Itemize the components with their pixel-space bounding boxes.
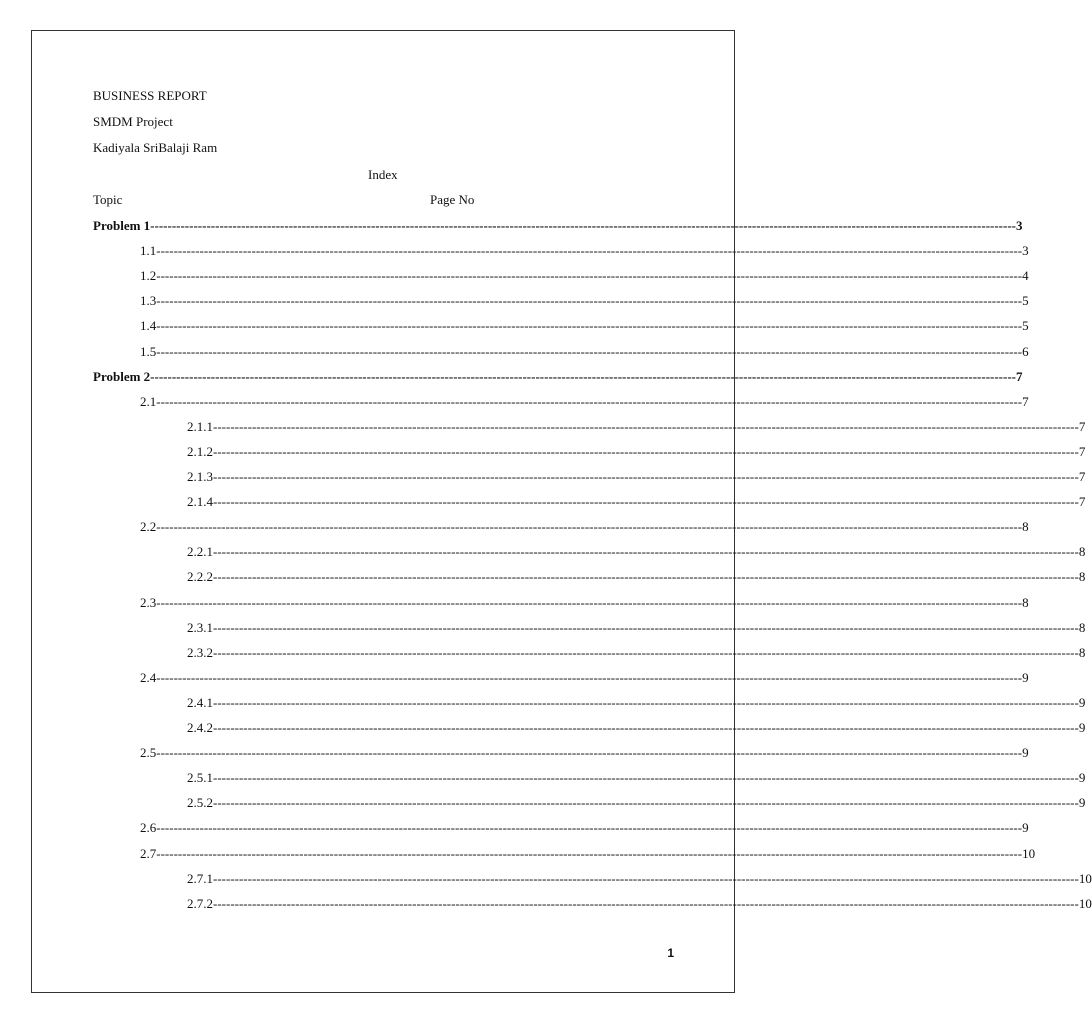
index-title: Index <box>368 167 398 182</box>
toc-leader-dashes: -------------------------------------------------------------------------------------------------------------------------------------------------------------------------------------------------------- <box>156 318 1023 333</box>
toc-entry-page: 9 <box>1078 720 1086 735</box>
toc-entry-label: 2.4 <box>140 670 157 685</box>
toc-entry-page: 3 <box>1022 243 1029 258</box>
toc-entry-label: 2.1 <box>140 394 157 409</box>
toc-entry-page: 7 <box>1078 469 1086 484</box>
toc-leader-dashes: -------------------------------------------------------------------------------------------------------------------------------------------------------------------------------------------------------- <box>213 695 1079 710</box>
toc-entry-page: 9 <box>1078 770 1086 785</box>
toc-entry-page: 8 <box>1022 595 1029 610</box>
toc-entry-page: 7 <box>1078 444 1086 459</box>
toc-leader-dashes: -------------------------------------------------------------------------------------------------------------------------------------------------------------------------------------------------------- <box>156 519 1023 534</box>
document-page <box>31 30 1092 993</box>
toc-row <box>187 720 1086 736</box>
toc-entry-page: 9 <box>1022 820 1029 835</box>
toc-entry-page: 7 <box>1016 369 1023 384</box>
toc-entry-label: 2.1.4 <box>187 494 213 509</box>
toc-entry-page: 10 <box>1022 846 1036 861</box>
toc-row <box>187 896 1092 912</box>
toc-leader-dashes: -------------------------------------------------------------------------------------------------------------------------------------------------------------------------------------------------------- <box>213 419 1079 434</box>
report-title: BUSINESS REPORT <box>93 88 207 103</box>
toc-leader-dashes: -------------------------------------------------------------------------------------------------------------------------------------------------------------------------------------------------------- <box>213 795 1079 810</box>
toc-leader-dashes: -------------------------------------------------------------------------------------------------------------------------------------------------------------------------------------------------------- <box>213 569 1079 584</box>
toc-entry-label: 2.2.1 <box>187 544 213 559</box>
toc-leader-dashes: -------------------------------------------------------------------------------------------------------------------------------------------------------------------------------------------------------- <box>156 394 1023 409</box>
toc-entry-label: 2.2.2 <box>187 569 213 584</box>
toc-row <box>187 770 1086 786</box>
toc-leader-dashes: -------------------------------------------------------------------------------------------------------------------------------------------------------------------------------------------------------- <box>156 344 1023 359</box>
toc-leader-dashes: -------------------------------------------------------------------------------------------------------------------------------------------------------------------------------------------------------- <box>213 896 1079 911</box>
toc-leader-dashes: -------------------------------------------------------------------------------------------------------------------------------------------------------------------------------------------------------- <box>156 745 1023 760</box>
toc-leader-dashes: -------------------------------------------------------------------------------------------------------------------------------------------------------------------------------------------------------- <box>150 369 1016 384</box>
toc-entry-page: 3 <box>1016 218 1023 233</box>
toc-row <box>93 218 1023 234</box>
toc-entry-label: 2.3.1 <box>187 620 213 635</box>
toc-entry-label: 2.3 <box>140 595 157 610</box>
toc-row <box>140 519 1029 535</box>
toc-row <box>140 745 1029 761</box>
toc-leader-dashes: -------------------------------------------------------------------------------------------------------------------------------------------------------------------------------------------------------- <box>213 494 1079 509</box>
toc-entry-label: 2.5.2 <box>187 795 213 810</box>
toc-entry-label: 2.5 <box>140 745 157 760</box>
toc-leader-dashes: -------------------------------------------------------------------------------------------------------------------------------------------------------------------------------------------------------- <box>213 871 1079 886</box>
toc-row <box>187 795 1086 811</box>
toc-row <box>140 243 1029 259</box>
toc-entry-label: 2.3.2 <box>187 645 213 660</box>
toc-leader-dashes: -------------------------------------------------------------------------------------------------------------------------------------------------------------------------------------------------------- <box>156 243 1023 258</box>
toc-row <box>187 695 1086 711</box>
toc-entry-label: 2.1.1 <box>187 419 213 434</box>
toc-row <box>140 670 1029 686</box>
author-name: Kadiyala SriBalaji Ram <box>93 140 218 155</box>
toc-entry-page: 4 <box>1022 268 1029 283</box>
toc-row <box>187 871 1092 887</box>
toc-row <box>187 645 1086 661</box>
toc-entry-label: 2.6 <box>140 820 157 835</box>
toc-leader-dashes: -------------------------------------------------------------------------------------------------------------------------------------------------------------------------------------------------------- <box>150 218 1016 233</box>
toc-entry-label: 2.7.1 <box>187 871 213 886</box>
toc-entry-label: 2.4.1 <box>187 695 213 710</box>
toc-leader-dashes: -------------------------------------------------------------------------------------------------------------------------------------------------------------------------------------------------------- <box>213 544 1079 559</box>
toc-entry-label: 1.4 <box>140 318 157 333</box>
toc-entry-page: 8 <box>1078 569 1086 584</box>
toc-leader-dashes: -------------------------------------------------------------------------------------------------------------------------------------------------------------------------------------------------------- <box>213 770 1079 785</box>
toc-entry-page: 8 <box>1078 544 1086 559</box>
toc-entry-label: 2.1.2 <box>187 444 213 459</box>
toc-entry-page: 7 <box>1078 494 1086 509</box>
toc-entry-page: 10 <box>1078 871 1092 886</box>
toc-leader-dashes: -------------------------------------------------------------------------------------------------------------------------------------------------------------------------------------------------------- <box>156 595 1023 610</box>
toc-entry-label: 1.5 <box>140 344 157 359</box>
toc-leader-dashes: -------------------------------------------------------------------------------------------------------------------------------------------------------------------------------------------------------- <box>213 620 1079 635</box>
toc-entry-label: Problem 1 <box>93 218 151 233</box>
toc-entry-page: 10 <box>1078 896 1092 911</box>
toc-leader-dashes: -------------------------------------------------------------------------------------------------------------------------------------------------------------------------------------------------------- <box>156 268 1023 283</box>
toc-row <box>140 268 1029 284</box>
toc-row <box>187 544 1086 560</box>
page-number: 1 <box>667 946 674 960</box>
toc-entry-page: 8 <box>1078 645 1086 660</box>
toc-entry-page: 6 <box>1022 344 1029 359</box>
toc-row <box>140 846 1036 862</box>
toc-leader-dashes: -------------------------------------------------------------------------------------------------------------------------------------------------------------------------------------------------------- <box>156 846 1023 861</box>
toc-row <box>93 369 1023 385</box>
toc-entry-label: 2.2 <box>140 519 157 534</box>
toc-entry-page: 9 <box>1078 795 1086 810</box>
toc-entry-label: 2.1.3 <box>187 469 213 484</box>
toc-leader-dashes: -------------------------------------------------------------------------------------------------------------------------------------------------------------------------------------------------------- <box>156 670 1023 685</box>
toc-entry-label: 1.1 <box>140 243 157 258</box>
toc-row <box>140 344 1029 360</box>
toc-entry-label: 2.5.1 <box>187 770 213 785</box>
toc-row <box>187 494 1086 510</box>
toc-entry-label: 1.2 <box>140 268 157 283</box>
toc-leader-dashes: -------------------------------------------------------------------------------------------------------------------------------------------------------------------------------------------------------- <box>213 444 1079 459</box>
toc-entry-page: 7 <box>1022 394 1029 409</box>
toc-entry-page: 8 <box>1078 620 1086 635</box>
toc-row <box>187 419 1086 435</box>
toc-entry-page: 7 <box>1078 419 1086 434</box>
toc-entry-page: 9 <box>1022 745 1029 760</box>
toc-entry-label: 2.7 <box>140 846 157 861</box>
toc-entry-label: 2.4.2 <box>187 720 213 735</box>
toc-leader-dashes: -------------------------------------------------------------------------------------------------------------------------------------------------------------------------------------------------------- <box>213 645 1079 660</box>
toc-row <box>187 444 1086 460</box>
toc-entry-page: 9 <box>1022 670 1029 685</box>
toc-entry-label: 2.7.2 <box>187 896 213 911</box>
toc-entry-page: 5 <box>1022 318 1029 333</box>
toc-row <box>187 620 1086 636</box>
toc-row <box>140 595 1029 611</box>
toc-leader-dashes: -------------------------------------------------------------------------------------------------------------------------------------------------------------------------------------------------------- <box>156 293 1023 308</box>
project-name: SMDM Project <box>93 114 173 129</box>
toc-row <box>187 569 1086 585</box>
toc-entry-label: 1.3 <box>140 293 157 308</box>
toc-row <box>140 394 1029 410</box>
topic-column-header: Topic <box>93 192 123 207</box>
toc-entry-label: Problem 2 <box>93 369 151 384</box>
toc-row <box>140 293 1029 309</box>
toc-leader-dashes: -------------------------------------------------------------------------------------------------------------------------------------------------------------------------------------------------------- <box>213 469 1079 484</box>
toc-leader-dashes: -------------------------------------------------------------------------------------------------------------------------------------------------------------------------------------------------------- <box>156 820 1023 835</box>
toc-row <box>187 469 1086 485</box>
toc-leader-dashes: -------------------------------------------------------------------------------------------------------------------------------------------------------------------------------------------------------- <box>213 720 1079 735</box>
toc-entry-page: 5 <box>1022 293 1029 308</box>
toc-row <box>140 820 1029 836</box>
page-no-column-header: Page No <box>430 192 475 207</box>
toc-row <box>140 318 1029 334</box>
toc-entry-page: 8 <box>1022 519 1029 534</box>
toc-entry-page: 9 <box>1078 695 1086 710</box>
